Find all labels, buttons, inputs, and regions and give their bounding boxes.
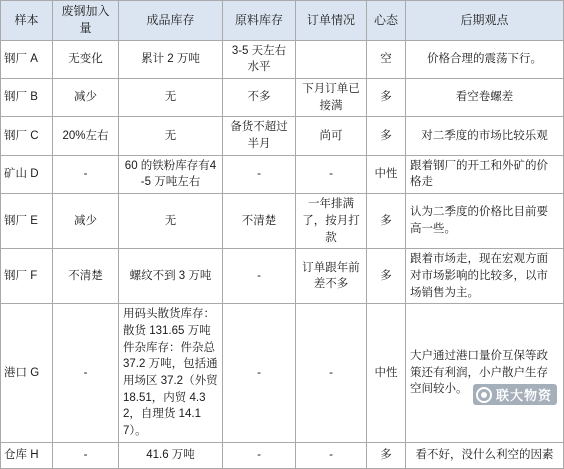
header-outlook: 后期观点 [406, 1, 564, 41]
cell-raw-stock: 不多 [223, 79, 296, 117]
header-orders: 订单情况 [296, 1, 367, 41]
cell-scrap: - [53, 155, 119, 193]
cell-mood: 多 [367, 117, 406, 155]
header-sample: 样本 [1, 1, 53, 41]
header-product-stock: 成品库存 [119, 1, 223, 41]
cell-orders: 一年排满了，按月打款 [296, 194, 367, 249]
cell-sample: 钢厂 B [1, 79, 53, 117]
cell-scrap: 不清楚 [53, 249, 119, 304]
cell-outlook: 跟着钢厂的开工和外矿的价格走 [406, 155, 564, 193]
cell-raw-stock: 3-5 天左右水平 [223, 40, 296, 78]
cell-product-stock: 螺纹不到 3 万吨 [119, 249, 223, 304]
cell-orders: 下月订单已接满 [296, 79, 367, 117]
cell-product-stock: 41.6 万吨 [119, 442, 223, 468]
cell-orders: - [296, 155, 367, 193]
cell-scrap: 20%左右 [53, 117, 119, 155]
cell-sample: 港口 G [1, 304, 53, 442]
table-row [1, 304, 564, 442]
cell-sample: 钢厂 E [1, 194, 53, 249]
cell-product-stock: 用码头散货库存：散货 131.65 万吨件杂库存：件杂总37.2 万吨，包括通用场区 37.2（外贸18.51，内贸 4.32，自理货 14.17）。 [119, 304, 223, 442]
cell-mood: 多 [367, 249, 406, 304]
header-row [1, 1, 564, 41]
cell-orders: - [296, 304, 367, 442]
cell-scrap: 减少 [53, 194, 119, 249]
table-row [1, 40, 564, 78]
cell-outlook: 价格合理的震荡下行。 [406, 40, 564, 78]
cell-product-stock: 无 [119, 79, 223, 117]
cell-orders: 尚可 [296, 117, 367, 155]
cell-mood: 空 [367, 40, 406, 78]
cell-orders [296, 40, 367, 78]
cell-outlook: 对二季度的市场比较乐观 [406, 117, 564, 155]
header-raw-stock: 原料库存 [223, 1, 296, 41]
cell-sample: 钢厂 A [1, 40, 53, 78]
cell-outlook: 认为二季度的价格比目前要高一些。 [406, 194, 564, 249]
cell-raw-stock: - [223, 304, 296, 442]
cell-sample: 仓库 H [1, 442, 53, 468]
cell-sample: 矿山 D [1, 155, 53, 193]
header-mood: 心态 [367, 1, 406, 41]
cell-scrap: 减少 [53, 79, 119, 117]
cell-raw-stock: - [223, 249, 296, 304]
cell-sample: 钢厂 F [1, 249, 53, 304]
brand-logo-text: 联大物资 [495, 389, 552, 404]
table-row [1, 79, 564, 117]
cell-orders: 订单跟年前差不多 [296, 249, 367, 304]
cell-product-stock: 无 [119, 117, 223, 155]
cell-sample: 钢厂 C [1, 117, 53, 155]
table-row [1, 249, 564, 304]
cell-orders: - [296, 442, 367, 468]
table-row [1, 194, 564, 249]
cell-scrap: - [53, 304, 119, 442]
cell-product-stock: 60 的铁粉库存有4-5 万吨左右 [119, 155, 223, 193]
cell-mood: 中性 [367, 304, 406, 442]
cell-scrap: 无变化 [53, 40, 119, 78]
cell-raw-stock: - [223, 442, 296, 468]
cell-raw-stock: - [223, 155, 296, 193]
cell-raw-stock: 备货不超过半月 [223, 117, 296, 155]
cell-mood: 多 [367, 194, 406, 249]
table-row [1, 117, 564, 155]
brand-logo [473, 384, 557, 405]
cell-outlook: 跟着市场走，现在宏观方面对市场影响的比较多，以市场销售为主。 [406, 249, 564, 304]
cell-scrap: - [53, 442, 119, 468]
table-row [1, 155, 564, 193]
header-scrap: 废钢加入量 [53, 1, 119, 41]
cell-outlook: 看不好，没什么利空的因素 [406, 442, 564, 468]
table-row [1, 442, 564, 468]
cell-mood: 多 [367, 79, 406, 117]
circle-logo-icon [476, 387, 492, 403]
cell-mood: 中性 [367, 155, 406, 193]
cell-mood: 多 [367, 442, 406, 468]
cell-product-stock: 累计 2 万吨 [119, 40, 223, 78]
cell-outlook: 大户通过港口量价互保等政策还有利润，小户散户生存空间较小。 [406, 304, 564, 442]
cell-raw-stock: 不清楚 [223, 194, 296, 249]
cell-outlook: 看空卷螺差 [406, 79, 564, 117]
cell-product-stock: 无 [119, 194, 223, 249]
